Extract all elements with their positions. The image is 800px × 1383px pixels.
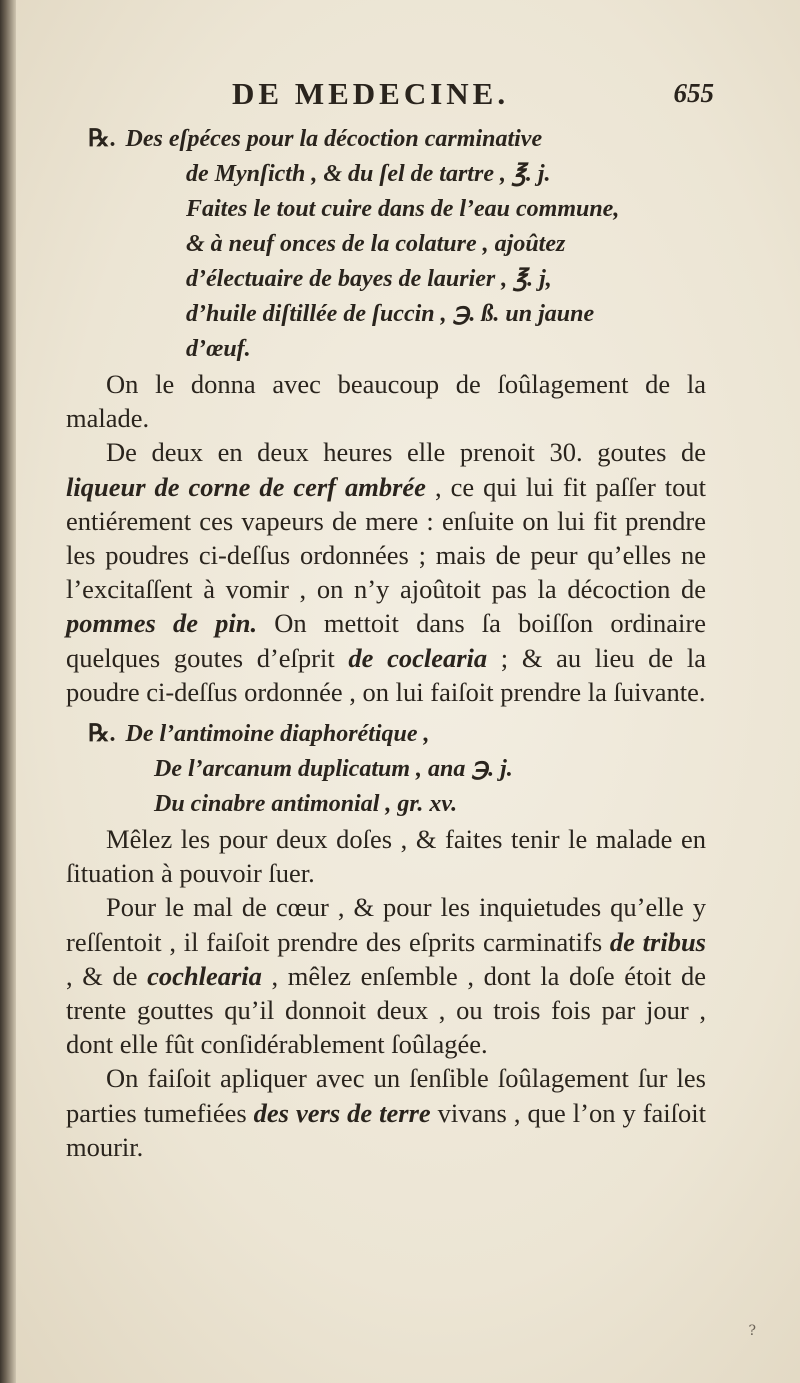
running-title: DE MEDECINE. [232,76,510,111]
text-run: Pour le mal de cœur , & pour les inquietudes qu’elle y reſſentoit , il faiſoit prendre des eſprits carminatifs [66,892,706,957]
text-run: , & de [66,960,148,991]
text-run: On faiſoit apliquer avec un ſenſible ſoûlagement ſur les parties tumefiées [66,1063,706,1128]
italic-run: liqueur de corne de cerf ambrée [66,471,426,502]
binding-gutter [0,0,16,1383]
text-run: On mettoit dans ſa boiſſon ordinaire quelques goutes d’eſprit [66,608,706,673]
italic-run: de tribus [609,926,706,957]
italic-run: cochlearia [147,960,262,991]
paragraph-1: On le donna avec beaucoup de ſoûlagement de la malade. [66,369,706,434]
text-run: vivans , que l’on y faiſoit mourir. [66,1097,706,1162]
margin-mark: ? [748,1323,756,1339]
italic-run: des vers de terre [253,1097,431,1128]
recipe-line: d’huile diſtillée de ſuccin , ℈. ß. un jaune [186,301,595,327]
italic-run: de coclearia [348,642,488,673]
recipe-line [66,717,706,752]
paragraph-5 [66,1061,706,1164]
recipe-line: Faites le tout cuire dans de l’eau commune, [186,196,620,222]
recipe-line: d’œuf. [186,336,251,362]
recipe-line: d’électuaire de bayes de laurier , ℥. j, [186,266,552,292]
paragraph-3: Mêlez les pour deux doſes , & faites tenir le malade en ſituation à pouvoir ſuer. [66,824,706,889]
text-run: , ce qui lui fit paſſer tout entiérement ces vapeurs de mere : enſuite on lui fit prendre les poudres ci-deſſus ordonnées ; mais de peur qu’elles ne l’excitaſſent à vomir , on n’y ajoûtoit pas la décoction de [66,471,706,605]
recipe-2 [66,717,706,822]
recipe-1 [66,122,706,367]
recipe-line: de Mynſicth , & du ſel de tartre , ℥. j. [186,161,551,187]
recipe-line: De l’arcanum duplicatum , ana ℈. j. [154,756,513,783]
page-number: 655 [673,78,714,108]
recipe-symbol: ℞. [88,721,116,748]
recipe-line: Du cinabre antimonial , gr. xv. [154,791,458,818]
recipe-line: & à neuf onces de la colature , ajoûtez [186,231,566,257]
text-run: De deux en deux heures elle prenoit 30. goutes de [106,437,706,468]
paragraph-4 [66,890,706,1061]
italic-run: pommes de pin. [66,608,258,639]
text-column [66,122,706,1164]
page-header [232,72,714,118]
recipe-line-text: Des eſpéces pour la décoction carminative [125,126,543,152]
recipe-line [66,122,706,157]
text-run: , mêlez enſemble , dont la doſe étoit de trente gouttes qu’il donnoit deux , ou trois fois par jour , dont elle fût conſidérablement ſoûlagée. [66,960,707,1060]
text-run: ; & au lieu de la poudre ci-deſſus ordonnée , on lui faiſoit prendre la ſuivante. [66,642,706,707]
recipe-line-text: De l’antimoine diaphorétique , [125,721,430,748]
recipe-symbol: ℞. [88,126,116,152]
paragraph-2 [66,435,706,709]
